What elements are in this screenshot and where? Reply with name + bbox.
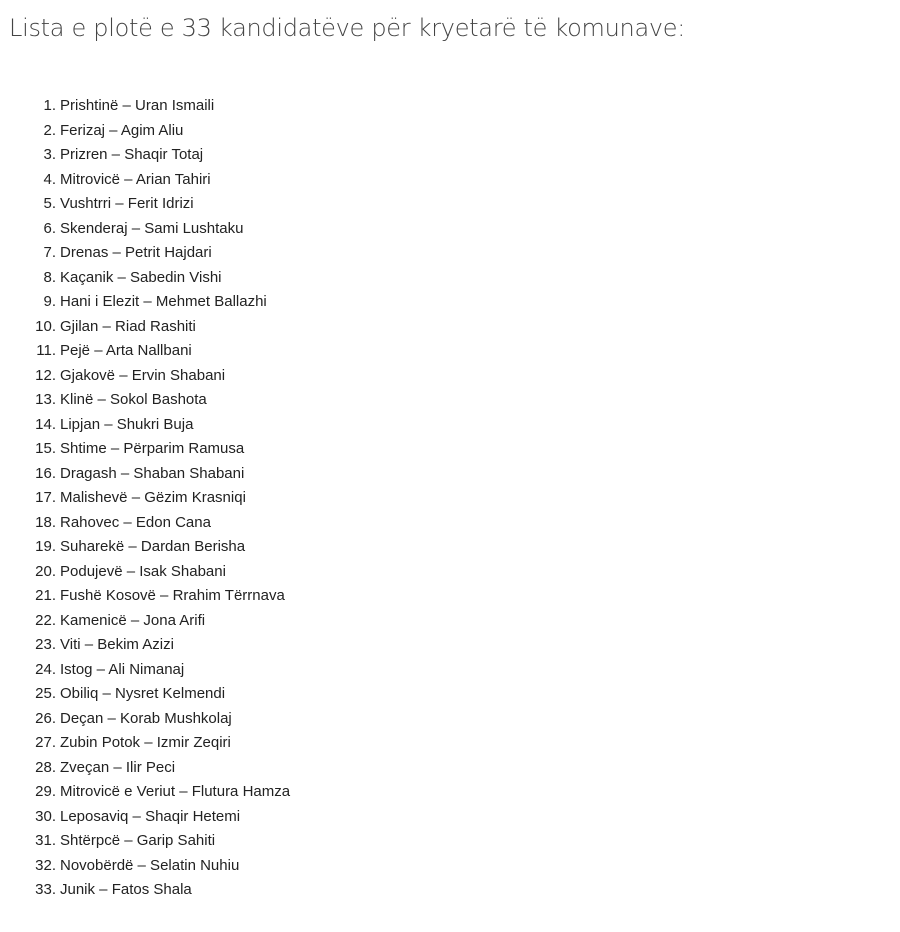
list-item-text: Hani i Elezit – Mehmet Ballazhi — [60, 293, 267, 310]
list-heading: Lista e plotë e 33 kandidatëve për kryetarë të komunave: — [9, 14, 686, 42]
list-item-number: 21. — [35, 587, 56, 604]
list-item-number: 2. — [43, 121, 56, 139]
list-item-number: 32. — [35, 856, 56, 874]
list-item-text: Kamenicë – Jona Arifi — [60, 611, 206, 629]
list-item-text: Skenderaj – Sami Lushtaku — [60, 219, 244, 237]
list-item-number: 25. — [35, 685, 56, 702]
list-item-text: Istog – Ali Nimanaj — [60, 660, 185, 678]
list-item-number: 16. — [35, 464, 56, 482]
list-item-number: 29. — [35, 783, 56, 800]
list-item-text: Leposaviq – Shaqir Hetemi — [60, 807, 241, 825]
list-item-number: 18. — [35, 513, 56, 531]
list-item-number: 5. — [43, 195, 56, 212]
list-item-text: Fushë Kosovë – Rrahim Tërrnava — [60, 587, 285, 604]
list-item-text: Rahovec – Edon Cana — [60, 513, 211, 531]
list-item-text: Ferizaj – Agim Aliu — [60, 121, 184, 139]
list-item-number: 31. — [35, 832, 56, 849]
list-item-text: Mitrovicë e Veriut – Flutura Hamza — [60, 783, 291, 800]
list-item-text: Novobërdë – Selatin Nuhiu — [60, 856, 240, 874]
list-item-text: Prizren – Shaqir Totaj — [60, 146, 204, 163]
list-item-number: 1. — [43, 97, 56, 114]
list-item-number: 20. — [35, 562, 56, 580]
list-item-text: Vushtrri – Ferit Idrizi — [60, 195, 194, 212]
list-item-text: Pejë – Arta Nallbani — [60, 342, 192, 359]
list-item-number: 30. — [35, 807, 56, 825]
list-item-text: Mitrovicë – Arian Tahiri — [60, 170, 211, 188]
list-item-number: 10. — [35, 317, 56, 335]
list-item-text: Shtërpcë – Garip Sahiti — [60, 832, 216, 849]
list-item-text: Shtime – Përparim Ramusa — [60, 440, 245, 457]
list-item-number: 26. — [35, 709, 56, 727]
list-item-text: Zubin Potok – Izmir Zeqiri — [60, 734, 231, 751]
list-item-text: Viti – Bekim Azizi — [60, 636, 174, 653]
list-item-number: 7. — [43, 244, 56, 261]
list-item-number: 11. — [36, 342, 56, 359]
list-item-number: 14. — [35, 415, 56, 433]
list-item-number: 12. — [35, 366, 56, 384]
list-item-number: 13. — [35, 391, 56, 408]
list-item-text: Dragash – Shaban Shabani — [60, 464, 245, 482]
list-item-number: 3. — [43, 146, 56, 163]
list-item-number: 4. — [43, 170, 56, 188]
list-item-text: Gjilan – Riad Rashiti — [60, 317, 196, 335]
list-item-number: 33. — [35, 881, 56, 898]
list-item-number: 22. — [35, 611, 56, 629]
list-item-text: Suharekë – Dardan Berisha — [60, 538, 246, 555]
list-item-text: Kaçanik – Sabedin Vishi — [60, 268, 222, 286]
list-item-number: 9. — [43, 293, 56, 310]
list-item-text: Malishevë – Gëzim Krasniqi — [60, 489, 246, 506]
list-item-text: Zveçan – Ilir Peci — [60, 758, 176, 776]
list-item-number: 15. — [35, 440, 56, 457]
list-item-text: Klinë – Sokol Bashota — [60, 391, 207, 408]
list-item-number: 8. — [43, 268, 56, 286]
list-item-text: Deçan – Korab Mushkolaj — [60, 709, 232, 727]
list-item-number: 27. — [35, 734, 56, 751]
list-item-number: 28. — [35, 758, 56, 776]
list-item-text: Obiliq – Nysret Kelmendi — [60, 685, 226, 702]
list-item-number: 17. — [35, 489, 56, 506]
list-item-text: Prishtinë – Uran Ismaili — [60, 97, 215, 114]
list-item-number: 24. — [35, 660, 56, 678]
list-item-number: 19. — [35, 538, 56, 555]
list-item-number: 6. — [43, 219, 56, 237]
list-item-text: Lipjan – Shukri Buja — [60, 415, 194, 433]
list-item-text: Gjakovë – Ervin Shabani — [60, 366, 226, 384]
list-item-number: 23. — [35, 636, 56, 653]
list-item-text: Drenas – Petrit Hajdari — [60, 244, 212, 261]
list-item-text: Podujevë – Isak Shabani — [60, 562, 226, 580]
list-item-text: Junik – Fatos Shala — [60, 881, 192, 898]
